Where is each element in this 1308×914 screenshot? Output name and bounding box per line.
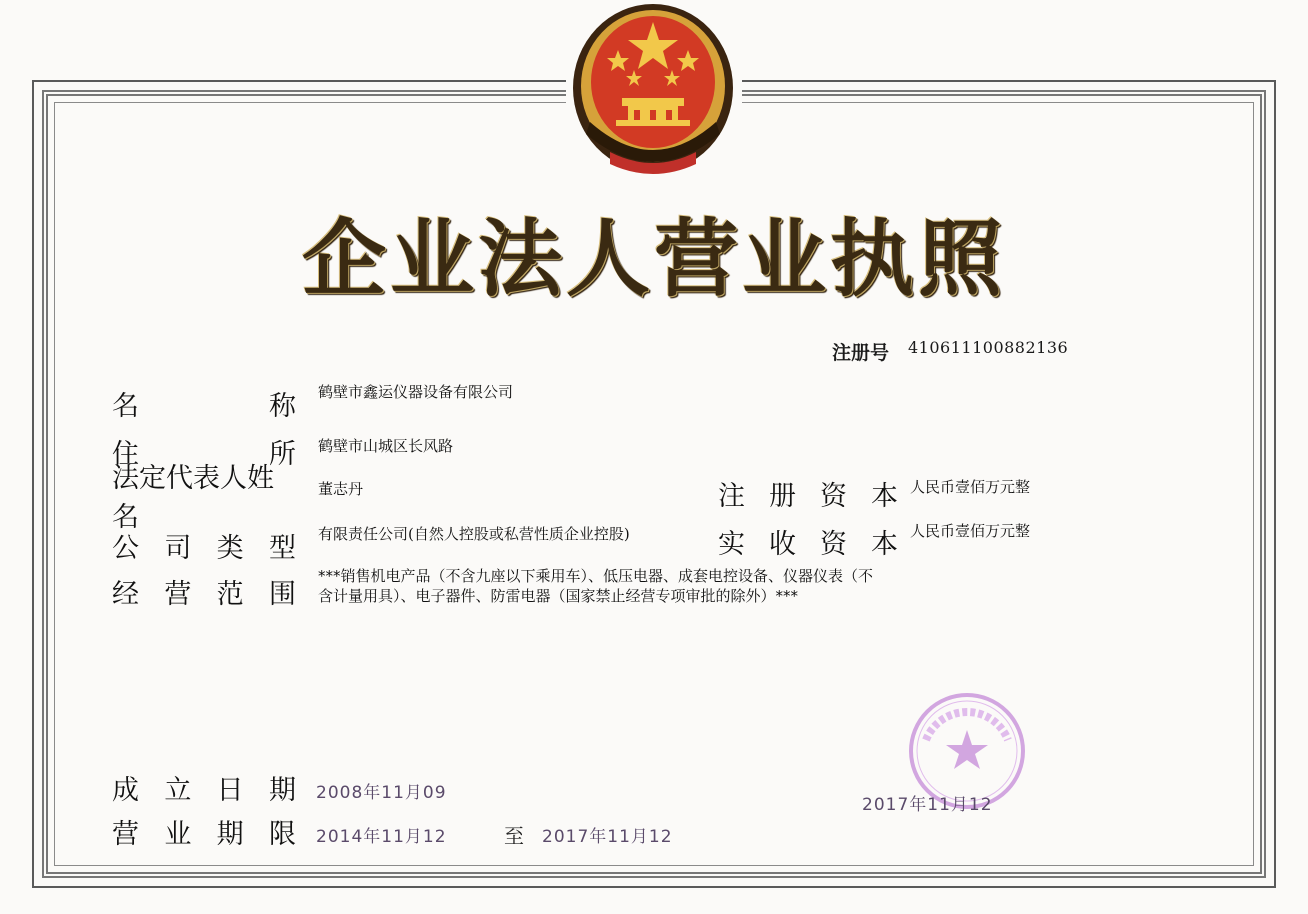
paid-capital-value: 人民币壹佰万元整 — [910, 522, 1031, 540]
registered-capital-label: 注 册 资 本 — [718, 480, 898, 512]
national-emblem-icon — [570, 2, 736, 182]
company-name-value: 鹤壁市鑫运仪器设备有限公司 — [318, 383, 514, 401]
term-to-label: 至 — [504, 824, 524, 848]
address-value: 鹤壁市山城区长风路 — [318, 437, 454, 455]
legal-rep-label: 法定代表人姓名 — [112, 463, 274, 533]
established-label: 成 立 日 期 — [112, 774, 296, 806]
legal-rep-value: 董志丹 — [318, 480, 364, 498]
registration-number: 410611100882136 — [908, 338, 1069, 357]
document-title: 企业法人营业执照 — [301, 209, 1006, 308]
issue-date: 2017年11月12 — [862, 795, 993, 815]
business-scope-line-1: ***销售机电产品（不含九座以下乘用车）、低压电器、成套电控设备、仪器仪表（不 — [318, 567, 874, 585]
address-label: 住 所 — [112, 438, 296, 470]
name-label: 名 称 — [112, 390, 296, 422]
business-scope-label: 经 营 范 围 — [112, 578, 296, 610]
business-scope-value — [318, 566, 918, 606]
registration-label: 注册号 — [832, 342, 890, 364]
business-scope-line-2: 含计量用具）、电子器件、防雷电器（国家禁止经营专项审批的除外）*** — [318, 587, 799, 605]
company-type-label: 公 司 类 型 — [112, 532, 296, 564]
term-start-date: 2014年11月12 — [316, 827, 447, 847]
term-end-date: 2017年11月12 — [542, 827, 673, 847]
registered-capital-value: 人民币壹佰万元整 — [910, 478, 1031, 496]
established-date-value: 2008年11月09 — [316, 783, 447, 803]
business-term-label: 营 业 期 限 — [112, 818, 296, 850]
paid-capital-label: 实 收 资 本 — [718, 528, 898, 560]
company-type-value: 有限责任公司(自然人控股或私营性质企业控股) — [318, 525, 630, 543]
